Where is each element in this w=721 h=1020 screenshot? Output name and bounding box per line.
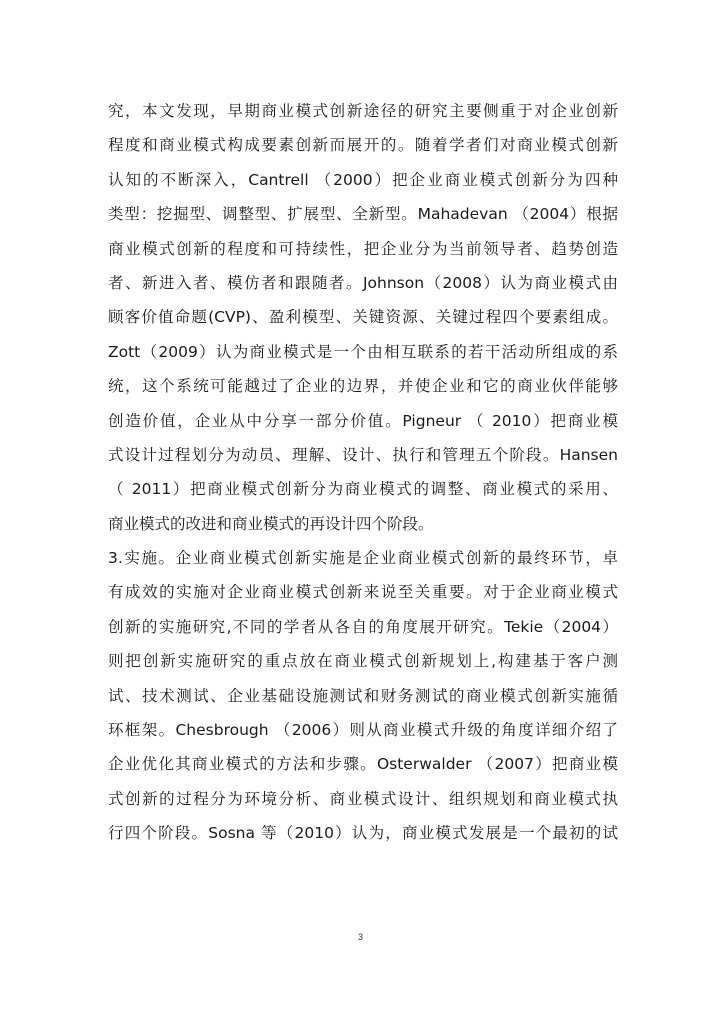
text-line: 类型：挖掘型、调整型、扩展型、全新型。Mahadevan （2004）根据 [108,205,618,224]
text-line: 环框架。Chesbrough （2006）则从商业模式升级的角度详细介绍了 [108,721,618,740]
text-line: 式创新的过程分为环境分析、商业模式设计、组织规划和商业模式执 [108,789,618,808]
text-line: 则把创新实施研究的重点放在商业模式创新规划上,构建基于客户测 [108,652,618,671]
body-text [108,94,618,851]
text-line: 式设计过程划分为动员、理解、设计、执行和管理五个阶段。Hansen [108,445,618,464]
text-line: 商业模式的改进和商业模式的再设计四个阶段。 [108,514,434,533]
text-line: 究，本文发现，早期商业模式创新途径的研究主要侧重于对企业创新 [108,102,618,120]
text-line: 行四个阶段。Sosna 等（2010）认为，商业模式发展是一个最初的试 [108,824,618,843]
text-line: 企业优化其商业模式的方法和步骤。Osterwalder （2007）把商业模 [108,755,618,774]
text-line: 3.实施。企业商业模式创新实施是企业商业模式创新的最终环节，卓 [108,549,618,568]
text-line: 商业模式创新的程度和可持续性，把企业分为当前领导者、趋势创造 [108,239,618,258]
text-line: 创新的实施研究,不同的学者从各自的角度展开研究。Tekie（2004） [108,617,618,636]
text-line: 有成效的实施对企业商业模式创新来说至关重要。对于企业商业模式 [108,583,618,602]
text-line: 创造价值，企业从中分享一部分价值。Pigneur （ 2010）把商业模 [108,411,618,430]
text-line: 试、技术测试、企业基础设施测试和财务测试的商业模式创新实施循 [108,686,618,705]
text-line: 者、新进入者、模仿者和跟随者。Johnson（2008）认为商业模式由 [108,273,618,292]
text-line: Zott（2009）认为商业模式是一个由相互联系的若干活动所组成的系 [108,342,618,361]
text-line: 统，这个系统可能越过了企业的边界，并使企业和它的商业伙伴能够 [108,377,618,396]
text-line: 顾客价值命题(CVP)、盈利模型、关键资源、关键过程四个要素组成。 [108,308,618,327]
page-number: 3 [357,932,363,942]
text-line: 程度和商业模式构成要素创新而展开的。随着学者们对商业模式创新 [108,136,618,155]
text-line: （ 2011）把商业模式创新分为商业模式的调整、商业模式的采用、 [108,480,618,499]
text-line: 认知的不断深入，Cantrell （2000）把企业商业模式创新分为四种 [108,170,618,189]
